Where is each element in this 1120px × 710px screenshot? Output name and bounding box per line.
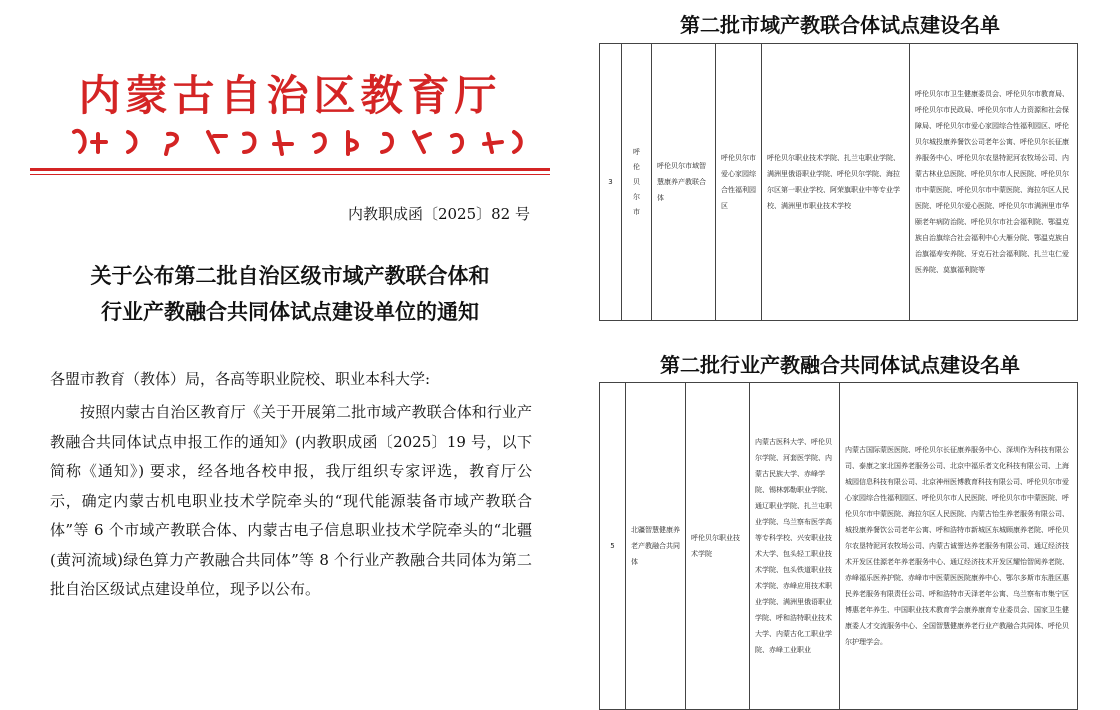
city-name-cell: [622, 44, 652, 321]
letterhead-title: 内蒙古自治区教育厅: [78, 71, 502, 120]
table-row: [600, 44, 1078, 321]
lead-unit-cell: 呼伦贝尔职业技术学院: [686, 383, 750, 710]
city-char: 呼: [633, 147, 640, 156]
row-number: 5: [600, 383, 626, 710]
city-char: 市: [633, 207, 640, 216]
lead-unit-cell: 呼伦贝尔市爱心家园综合性福利园区: [716, 44, 762, 321]
notice-title-line-2: 行业产教融合共同体试点建设单位的通知: [101, 299, 479, 324]
notice-title: [30, 258, 550, 330]
city-char: 伦: [633, 162, 640, 171]
municipal-consortium-table: [599, 43, 1078, 321]
consortium-name-cell: 呼伦贝尔市域智慧康养产教联合体: [652, 44, 716, 321]
industry-community-table: [599, 382, 1078, 710]
member-schools-cell: 内蒙古医科大学、呼伦贝尔学院、河套医学院、内蒙古民族大学、赤峰学院、锡林郭勒职业学院、通辽职业学院、扎兰屯职业学院、乌兰察布医学高等专科学校、兴安职业技术大学、包头轻工职业技术学院、包头铁道职业技术学院、赤峰应用技术职业学院、满洲里俄语职业学院、呼和浩特职业技术大学、内蒙古化工职业学院、赤峰工业职业: [750, 383, 840, 710]
mongolian-script-logo: [68, 122, 528, 162]
list-1-title: 第二批市域产教联合体试点建设名单: [680, 13, 1000, 37]
city-char: 尔: [633, 192, 640, 201]
list-page: [560, 0, 1120, 710]
list-2-title: 第二批行业产教融合共同体试点建设名单: [660, 353, 1020, 377]
notice-body-paragraph: 按照内蒙古自治区教育厅《关于开展第二批市域产教联合体和行业产教融合共同体试点申报工作的通知》(内教职成函〔2025〕19 号，以下简称《通知》) 要求，经各地各校申报，我厅组织专家评选，教育厅公示，确定内蒙古机电职业技术学院牵头的“现代能源装备市域产教联合体”等 6 个市域产教联合体、内蒙古电子信息职业技术学院牵头的“北疆(黄河流域)绿色算力产教融合共同体”等 8 个行业产教融合共同体为第二批自治区级试点建设单位，现予以公布。: [50, 403, 532, 598]
letterhead-rule: [30, 168, 550, 171]
letterhead-rule-thin: [30, 174, 550, 175]
member-enterprises-cell: 内蒙古国际蒙医医院、呼伦贝尔长征康养服务中心、深圳作为科技有限公司、泰康之家北国养老服务公司、北京中福乐者文化科技有限公司、上海城园信息科技有限公司、北京神州医博教育科技有限公司、呼伦贝尔市爱心家园综合性福利园区、呼伦贝尔市人民医院、呼伦贝尔市中蒙医院、呼伦贝尔市中蒙医院、海拉尔区人民医院、内蒙古怡生养老服务有限公司、城投康养餐饮公司老年公寓、呼和浩特市新城区东城顾康养老院、呼伦贝尔农垦特泥河农牧场公司、内蒙古诚誉达养老服务有限公司、通辽经济技术开发区佳源老年养老服务中心、通辽经济技术开发区耀怡智阅养老院、赤峰福乐医养护院、赤峰市中医蒙医医院康养中心、鄂尔多斯市东胜区惠民养老服务有限责任公司、呼和浩特市天泽老年公寓、乌兰察布市集宁区博惠老年养生、中国职业技术教育学会康养康育专业委员会、国家卫生健康委人才交流服务中心、全国智慧健康养老行业产教融合共同体、呼伦贝尔护理学会。: [840, 383, 1078, 710]
salutation: 各盟市教育（教体）局，各高等职业院校、职业本科大学:: [50, 370, 431, 388]
community-name-cell: 北疆智慧健康养老产教融合共同体: [626, 383, 686, 710]
row-number: 3: [600, 44, 622, 321]
notice-title-line-1: 关于公布第二批自治区级市域产教联合体和: [90, 263, 490, 288]
city-char: 贝: [633, 177, 640, 186]
table-row: [600, 383, 1078, 710]
document-number: 内教职成函〔2025〕82 号: [347, 205, 530, 223]
member-schools-cell: 呼伦贝尔职业技术学院、扎兰屯职业学院、满洲里俄语职业学院、呼伦贝尔学院、海拉尔区第一职业学校、阿荣旗职业中等专业学校、满洲里市职业技术学校: [762, 44, 910, 321]
member-enterprises-cell: 呼伦贝尔市卫生健康委员会、呼伦贝尔市教育局、呼伦贝尔市民政局、呼伦贝尔市人力资源和社会保障局、呼伦贝尔市爱心家园综合性福利园区、呼伦贝尔城投康养餐饮公司老年公寓、呼伦贝尔长征康养服务中心、呼伦贝尔农垦特泥河农牧场公司、内蒙古林业总医院、呼伦贝尔市人民医院、呼伦贝尔市中蒙医院、呼伦贝尔市中蒙医院、海拉尔区人民医院、呼伦贝尔爱心医院、呼伦贝尔市满洲里市华颐老年病防治院、呼伦贝尔市社会福利院、鄂温克族自治旗综合社会福利中心大雁分院、鄂温克族自治旗福寿安养院、牙克石社会福利院、扎兰屯仁爱医养院、莫旗福利院等: [910, 44, 1078, 321]
